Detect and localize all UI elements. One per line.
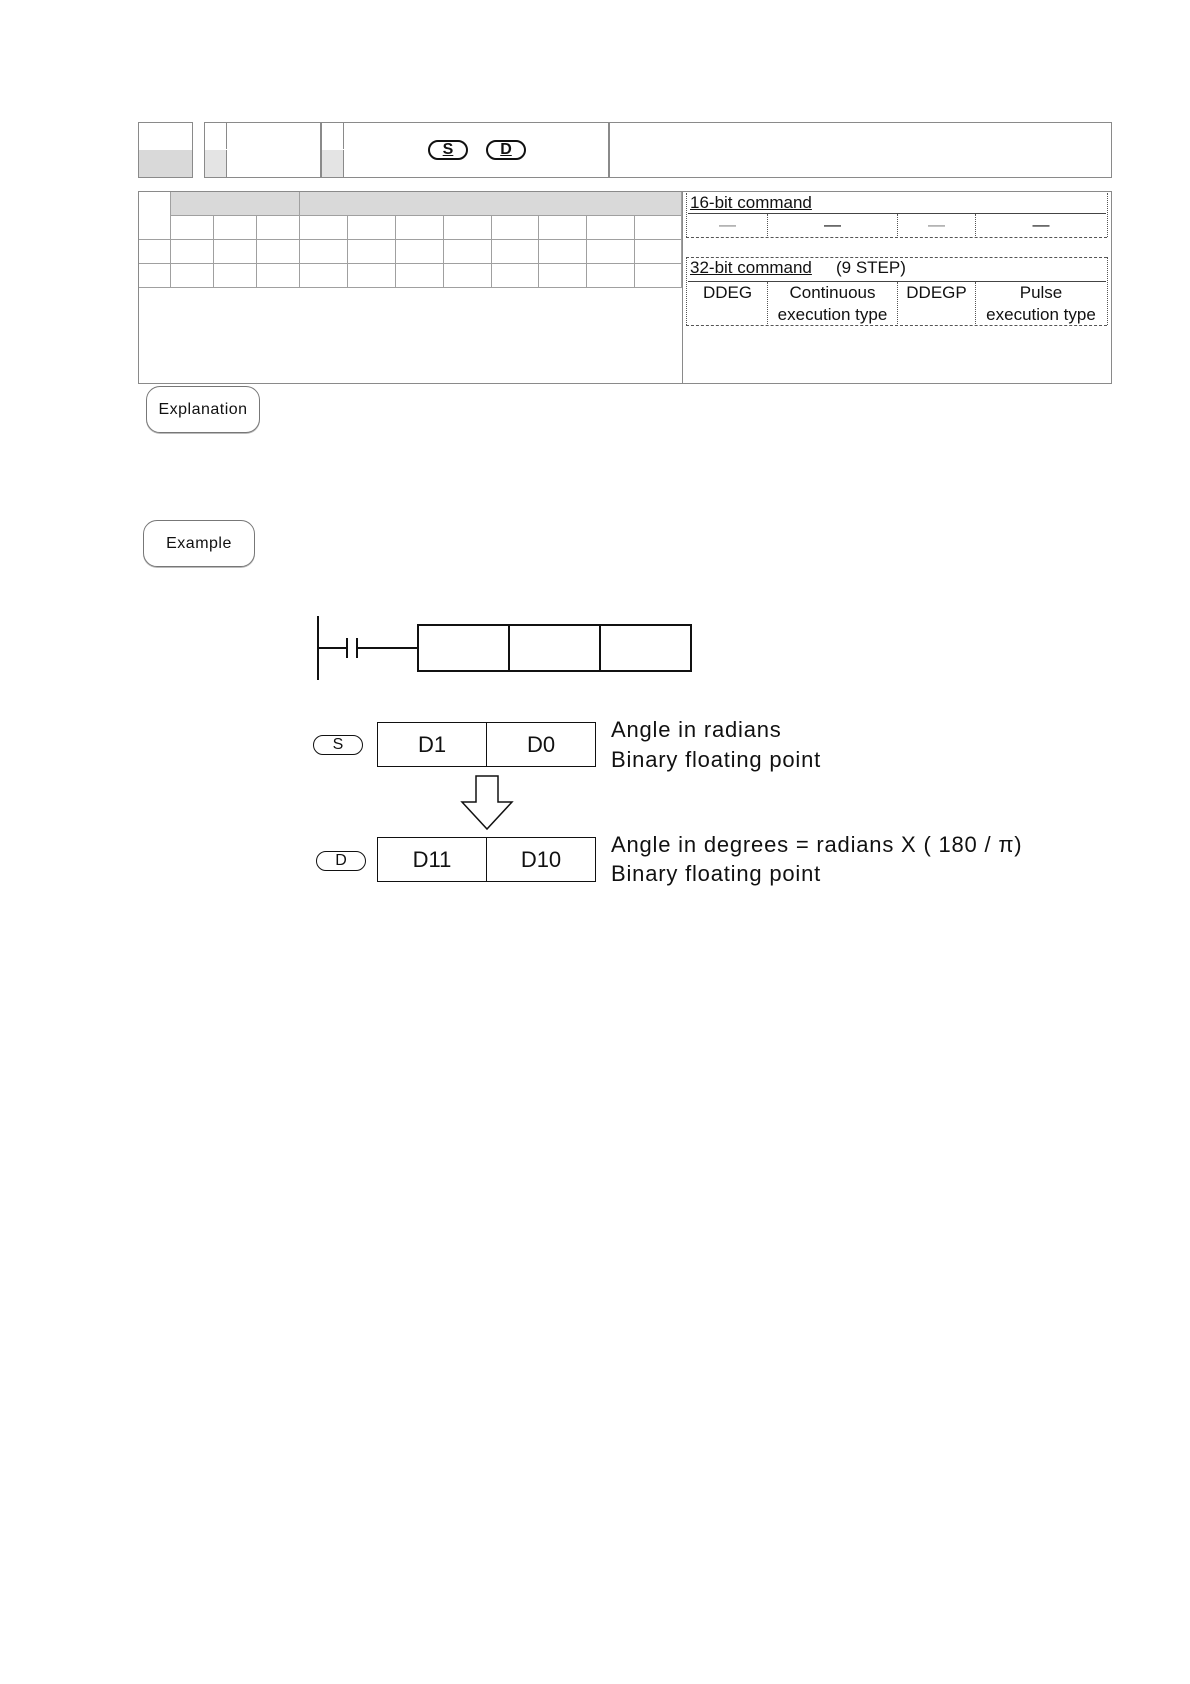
- cmd32-pulse-instruction: DDEGP: [906, 283, 967, 302]
- cmd32-pulse-type-line2: execution type: [986, 305, 1096, 324]
- device-table-cell: [257, 240, 300, 264]
- ladder-rung: [300, 610, 710, 686]
- source-register-low: D0: [486, 722, 596, 767]
- device-table-cell: [396, 240, 444, 264]
- destination-register-high: D11: [377, 837, 487, 882]
- cmd32-continuous-type-line2: execution type: [777, 305, 888, 324]
- device-table-cell: [635, 264, 682, 288]
- cmd32-title: 32-bit command: [690, 258, 812, 277]
- cmd32-continuous-type-line1: Continuous: [789, 283, 876, 302]
- device-table-cell: [444, 240, 492, 264]
- device-table-cell: [257, 264, 300, 288]
- cmd16-pulse-type: —: [1032, 215, 1050, 234]
- header-api-cell: [138, 122, 193, 178]
- operand-s-icon: S: [428, 140, 468, 160]
- device-table-row-label: [139, 264, 171, 288]
- device-table-cell: [396, 216, 444, 240]
- instruction-box-mnemonic: [418, 625, 509, 671]
- source-description-line2: Binary floating point: [611, 747, 822, 772]
- cmd32-continuous-instruction: DDEG: [702, 283, 753, 302]
- source-description-line1: Angle in radians: [611, 717, 782, 742]
- device-table-row-label: [139, 240, 171, 264]
- device-table-cell: [539, 216, 587, 240]
- device-table-cell: [348, 264, 396, 288]
- device-table-cell: [444, 264, 492, 288]
- device-table-cell: [300, 240, 348, 264]
- header-mnemonic-flag-bottom: [205, 150, 227, 177]
- down-arrow-icon: [458, 774, 516, 832]
- instruction-box-source: [509, 625, 600, 671]
- device-table-bit-header: [171, 192, 300, 216]
- cmd16-right-edge: [1107, 193, 1108, 237]
- device-table-cell: [348, 216, 396, 240]
- cmd32-pulse-type-line1: Pulse: [1019, 283, 1063, 302]
- cmd16-title: 16-bit command: [690, 193, 812, 212]
- cmd16-left-edge: [686, 193, 687, 237]
- device-table-cell: [171, 264, 214, 288]
- cmd16-continuous-instruction: —: [719, 215, 736, 234]
- device-table-cell: [539, 240, 587, 264]
- header-function-cell: [609, 122, 1112, 178]
- cmd32-bottom-rule: [686, 325, 1107, 326]
- device-table-cell: [300, 264, 348, 288]
- destination-description-line1: Angle in degrees = radians X ( 180 / π): [611, 832, 1023, 857]
- device-table-cell: [587, 240, 635, 264]
- source-register-high: D1: [377, 722, 487, 767]
- header-operands-flag-bottom: [322, 150, 344, 177]
- device-table-cell: [300, 216, 348, 240]
- device-table-cell: [214, 264, 257, 288]
- destination-operand-icon: D: [316, 851, 366, 871]
- device-table-cell: [444, 216, 492, 240]
- device-table-cell: [635, 240, 682, 264]
- device-table-cell: [587, 216, 635, 240]
- cmd32-right-edge: [1107, 257, 1108, 325]
- device-table-cell: [587, 264, 635, 288]
- instruction-box-destination: [600, 625, 691, 671]
- cmd16-continuous-type: —: [824, 215, 841, 234]
- device-table-cell: [396, 264, 444, 288]
- destination-description-line2: Binary floating point: [611, 861, 822, 886]
- command-panel-divider: [682, 192, 683, 384]
- cmd16-pulse-instruction: —: [928, 215, 945, 234]
- header-operands-flag-top: [322, 123, 344, 149]
- device-table-cell: [492, 264, 539, 288]
- cmd16-bottom-rule: [686, 237, 1107, 238]
- device-table-word-header: [300, 192, 682, 216]
- source-operand-icon: S: [313, 735, 363, 755]
- device-table-cell: [257, 216, 300, 240]
- header-mnemonic-flag-top: [205, 123, 227, 149]
- cmd32-steps: (9 STEP): [836, 258, 906, 277]
- device-table-cell: [171, 216, 214, 240]
- device-table-cell: [214, 216, 257, 240]
- device-table-cell: [492, 240, 539, 264]
- device-table-corner: [139, 192, 171, 240]
- destination-register-low: D10: [486, 837, 596, 882]
- header-operands-cell: [321, 122, 609, 178]
- example-label: Example: [143, 520, 255, 567]
- device-table-cell: [539, 264, 587, 288]
- device-table-cell: [635, 216, 682, 240]
- operand-d-icon: D: [486, 140, 526, 160]
- device-table-cell: [492, 216, 539, 240]
- device-table-cell: [171, 240, 214, 264]
- header-mnemonic-cell: [204, 122, 321, 178]
- device-table-cell: [214, 240, 257, 264]
- explanation-label: Explanation: [146, 386, 260, 433]
- cmd32-left-edge: [686, 257, 687, 325]
- header-api-shade: [139, 150, 192, 177]
- device-table-cell: [348, 240, 396, 264]
